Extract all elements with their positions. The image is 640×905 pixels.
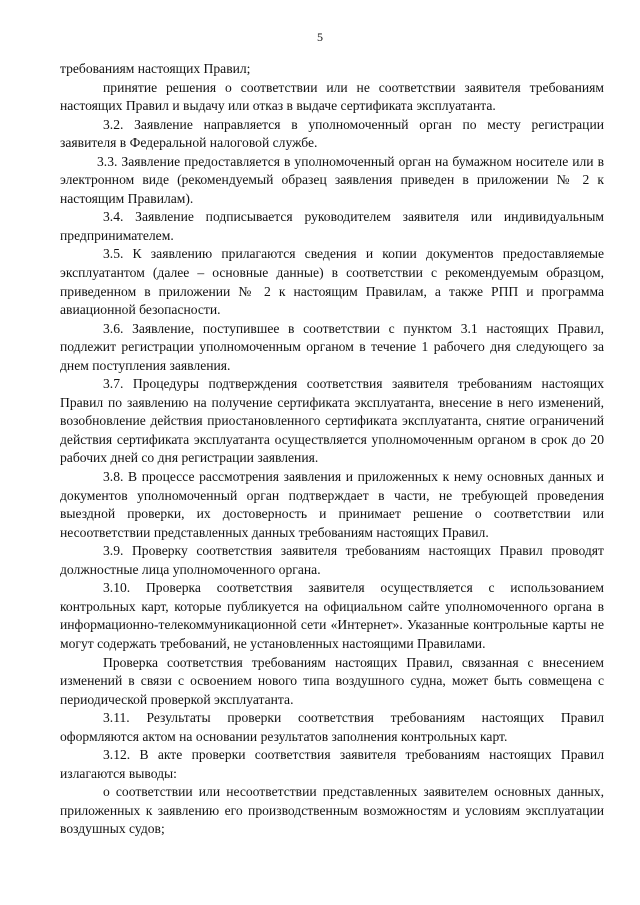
- paragraph-3-7: 3.7. Процедуры подтверждения соответствия заявителя требованиям настоящих Правил по заявлению на получение сертификата эксплуатанта, внесение в него изменений, возобновление действия приостановленного сертификата эксплуатанта, снятие ограничений действия сертификата эксплуатанта осуществляется уполномоченным органом в срок до 20 рабочих дней со дня регистрации заявления.: [60, 376, 604, 466]
- paragraph-3-2: 3.2. Заявление направляется в уполномоченный орган по месту регистрации заявителя в Федеральной налоговой службе.: [60, 116, 604, 151]
- document-body: [60, 60, 604, 839]
- paragraph-3-10: 3.10. Проверка соответствия заявителя осуществляется с использованием контрольных карт, которые публикуется на официальном сайте уполномоченного органа в информационно-телекоммуникационной сети «Интернет». Указанные контрольные карты не могут содержать требований, не установленных настоящими Правилами.: [60, 580, 604, 651]
- paragraph-decision: принятие решения о соответствии или не соответствии заявителя требованиям настоящих Правил и выдачу или отказ в выдаче сертификата эксплуатанта.: [60, 79, 604, 114]
- paragraph-3-11: 3.11. Результаты проверки соответствия требованиям настоящих Правил оформляются актом на основании результатов заполнения контрольных карт.: [60, 710, 604, 744]
- paragraph-continuation: требованиям настоящих Правил;: [60, 61, 251, 76]
- paragraph-3-5: 3.5. К заявлению прилагаются сведения и копии документов предоставляемые эксплуатантом (далее – основные данные) в соответствии с рекомендуемым образцом, приведенном в приложении № 2 к настоящим Правилам, а также РПП и программа авиационной безопасности.: [60, 246, 604, 318]
- paragraph-conclusion-item: о соответствии или несоответствии представленных заявителем основных данных, приложенных к заявлению его производственным возможностям и условиям эксплуатации воздушных судов;: [60, 784, 604, 837]
- paragraph-3-4: 3.4. Заявление подписывается руководителем заявителя или индивидуальным предпринимателем.: [60, 209, 604, 243]
- paragraph-combined-check: Проверка соответствия требованиям настоящих Правил, связанная с внесением изменений в связи с освоением нового типа воздушного судна, может быть совмещена с периодической проверкой эксплуатанта.: [60, 654, 604, 707]
- paragraph-3-6: 3.6. Заявление, поступившее в соответствии с пунктом 3.1 настоящих Правил, подлежит регистрации уполномоченным органом в течение 1 рабочего дня следующего за днем поступления заявления.: [60, 320, 604, 373]
- paragraph-3-8: 3.8. В процессе рассмотрения заявления и приложенных к нему основных данных и документов уполномоченный орган подтверждает в части, не требующей проведения выездной проверки, их достоверность и принимает решение о соответствии или несоответствии представленных данных требованиям настоящих Правил.: [60, 469, 604, 540]
- paragraph-3-3: 3.3. Заявление предоставляется в уполномоченный орган на бумажном носителе или в электронном виде (рекомендуемый образец заявления приведен в приложении № 2 к настоящим Правилам).: [60, 153, 604, 206]
- paragraph-3-9: 3.9. Проверку соответствия заявителя требованиям настоящих Правил проводят должностные лица уполномоченного органа.: [60, 543, 604, 577]
- paragraph-3-12: 3.12. В акте проверки соответствия заявителя требованиям настоящих Правил излагаются выводы:: [60, 747, 604, 781]
- page-number: 5: [317, 30, 323, 44]
